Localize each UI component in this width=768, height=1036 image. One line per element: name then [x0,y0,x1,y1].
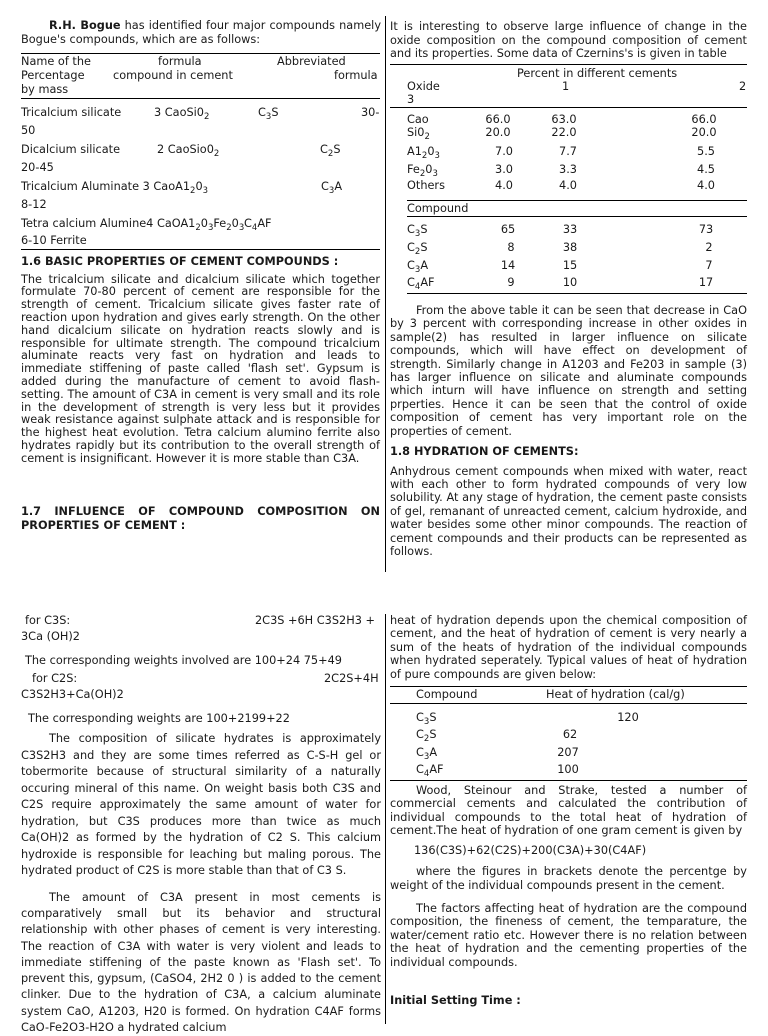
weights-c2s: The corresponding weights are 100+2199+22 [28,711,290,725]
heat-intro-paragraph: heat of hydration depends upon the chemical composition of cement, and the heat of hydration of cement is very nearly a sum of the heats of hydration of the individual compounds when hydrated seperately. Typical values of heat of hydration of pure compounds are given below: [390,614,747,681]
compound-row-name: Tricalcium silicate [21,106,122,119]
oxide-value: 20.0 [485,126,511,139]
compound-row-name: Dicalcium silicate [21,143,121,156]
th-heat-compound: Compound [416,688,478,701]
c2s-equation-text: 2C2S+4H [324,671,379,685]
compound-row-abbr: $C_3A$ [321,180,343,196]
for-c2s-label: for C2S: [32,671,78,685]
oxide-value: 20.0 [691,126,717,139]
oxide-value: 63.0 [551,113,577,126]
section-1-8-body: Anhydrous cement compounds when mixed with water, react with each other to form hydrated compounds of very low solubility. At any stage of hydration, the cement paste consists of gel, remanant of unreacted cement, calcium hydroxide, and water besides some other minor compounds. The reaction of cement compounds and their products can be represented as follows. [390,464,747,559]
oxide-value: 7.7 [559,145,577,158]
oxide-name: Others [407,179,445,192]
oxide-value: 22.0 [551,126,577,139]
upper-column-divider [385,16,386,572]
heat-table-bottom-rule [390,780,747,781]
compound-section-top-rule [407,200,747,201]
compound-name: $C_3S$ [407,223,428,239]
lower-right-text [390,784,747,1008]
compound-row-range: 30- [361,106,380,119]
section-1-6 [21,255,380,466]
heat-compound: $C_2S$ [416,728,437,744]
compound-value: 8 [507,241,515,254]
weights-c3s: The corresponding weights involved are 100+24 75+49 [25,654,342,667]
th-formula: formula [158,55,202,68]
compound-value: 9 [507,276,515,289]
oxide-value: 4.0 [697,179,715,192]
after-table-text [390,304,747,559]
oxide-table-title: Percent in different cements [517,67,678,80]
oxide-table-header-rule [390,107,747,108]
oxide-value: 3.3 [559,163,577,176]
c3s-equation-product: 3Ca (OH)2 [21,630,80,643]
heat-compound: $C_3S$ [416,711,437,727]
section-1-6-title: 1.6 BASIC PROPERTIES OF CEMENT COMPOUNDS : [21,255,339,268]
compound-table-top-rule [21,53,380,54]
compound-row-abbr: $C_4AF$ [244,217,272,233]
section-1-7 [21,505,380,532]
oxide-name: $Fe_20_3$ [407,163,438,179]
compound-name: $C_4AF$ [407,276,435,292]
oxide-value: 4.5 [697,163,715,176]
compound-section-header: Compound [407,202,469,215]
c2s-equation-product: C3S2H3+Ca(OH)2 [21,687,124,701]
compound-row-formula: 2 $CaoSio0_2$ [157,143,220,159]
intro-paragraph [21,19,381,46]
lower-column-divider [385,614,386,1024]
compound-row-range: 20-45 [21,161,54,174]
th-formula-2: formula [334,69,378,82]
compound-row-formula: 3 $CaoSi0_2$ [154,106,210,122]
compound-value: 14 [500,259,516,272]
th-compound-in-cement: compound in cement [113,69,233,82]
oxide-value: 3.0 [495,163,513,176]
c3a-paragraph: The amount of C3A present in most cements is comparatively small but its behavior and structural relationship with other phases of cement is very interesting. The reaction of C3A with water is very violent and leads to immediate stiffening of the paste known as 'Flash set'. To prevent this, gypsum, (CaSO4, 2H2 0 ) is added to the cement clinker. Due to the hydration of C3A, a calcium aluminate system CaO, A1203, H20 is formed. On hydration C4AF forms CaO-Fe2O3-H2O a hydrated calcium [21,890,381,1035]
section-1-7-title: 1.7 INFLUENCE OF COMPOUND COMPOSITION ON PROPERTIES OF CEMENT : [21,505,380,532]
oxide-value: 66.0 [485,113,511,126]
th-oxide: Oxide [407,80,440,93]
compound-value: 17 [698,276,714,289]
th-percentage: Percentage [21,69,85,82]
heat-formula: 136(C3S)+62(C2S)+200(C3A)+30(C4AF) [414,843,647,857]
compound-row-name: Tetra calcium Alumine4 $CaOA1_20_3Fe_20_3$ [21,217,245,233]
heat-table-top-rule [390,686,747,687]
c2s-equation [21,672,381,706]
compound-value: 33 [562,223,578,236]
heat-value: 62 [562,728,578,741]
th-cement-3: 3 [407,93,415,106]
compound-value: 73 [698,223,714,236]
compound-row-abbr: $C_3S$ [258,106,279,122]
th-cement-2: 2 [739,80,747,93]
compound-row-range: 8-12 [21,198,47,211]
wood-steinour-paragraph: Wood, Steinour and Strake, tested a number of commercial cements and calculated the contribution of individual compounds to the total heat of hydration of cement.The heat of hydration of one gram cement is given by [390,784,747,838]
compound-row-range-cont: 50 [21,124,36,137]
compound-value: 2 [705,241,713,254]
compound-row-name: Tricalcium Aluminate 3 $CaoA1_20_3$ [21,180,209,196]
compound-section-header-rule [407,216,747,217]
compound-table-bottom-rule [21,249,380,250]
compound-name: $C_3A$ [407,259,429,275]
initial-setting-time-heading: Initial Setting Time : [390,994,521,1008]
after-table-paragraph: From the above table it can be seen that decrease in CaO by 3 percent with corresponding increase in other oxides in sample(2) has resulted in larger influence on silicate compounds, which will have effect on development of strength. Similarly change in A1203 and Fe203 in sample (3) has larger influence on silicate and aluminate compounds which inturn will have influence on strength and setting prperties. Hence it can be seen that the control of oxide composition of cement has very important role on the properties of cement. [390,304,747,438]
lower-right-column [390,614,747,681]
oxide-table-bottom-rule [407,293,747,294]
th-cement-1: 1 [562,80,570,93]
c3s-equation-text: 2C3S +6H C3S2H3 + [255,614,375,627]
heat-compound: $C_3A$ [416,746,438,762]
oxide-name: $A1_20_3$ [407,145,440,161]
th-heat-value: Heat of hydration (cal/g) [546,688,685,701]
intro-text: has identified four major compounds namely Bogue's compounds, which are as follows: [21,19,382,46]
right-intro-paragraph: It is interesting to observe large influence of change in the oxide composition on the compound composition of cement and its properties. Some data of Czernins's is given in table [390,20,747,61]
oxide-table-top-rule [390,64,747,65]
oxide-value: 4.0 [559,179,577,192]
percentage-paragraph: where the figures in brackets denote the percentge by weight of the individual compounds present in the cement. [390,865,747,892]
silicate-hydrates-paragraph: The composition of silicate hydrates is approximately C3S2H3 and they are some times referred as C-S-H gel or tobermorite because of structural similarity of a naturally occuring mineral of this name. On weight basis both C3S and C2S require approximately the same amount of water for hydration, but C3S produces more than twice as much Ca(OH)2 as formed by the hydration of C2 S. This calcium hydroxide is responsible for leaching but maling porous. The hydrated product of C2S is more stable than that of C3 S. [21,732,381,878]
th-abbreviated: Abbreviated [277,55,346,68]
heat-value: 120 [617,711,639,724]
heat-value: 100 [557,763,579,776]
section-1-6-body: The tricalcium silicate and dicalcium silicate which together formulate 70-80 percent of cement are responsible for the strength of cement. Tricalcium silicate gives faster rate of reaction upon hydration and gives early strength. On the other hand dicalcium silicate on hydration reacts slowly and is responsible for ultimate strength. The compound tricalcium aluminate reacts very fast on hydration and leads to immediate stiffening of paste called 'flash set'. Gypsum is added during the manufacture of cement to avoid flash-setting. The amount of C3A in cement is very small and its role in the development of strength is very less but it provides weak resistance against sulphate attack and is responsible for the highest heat evolution. Tetra calcium alumino ferrite also hydrates rapidly but its contribution to the overall strength of cement is insignificant. However it is more stable than C3A. [21,272,380,465]
oxide-name: $Si0_2$ [407,126,430,142]
author-name: R.H. Bogue [49,19,121,32]
oxide-value: 7.0 [495,145,513,158]
oxide-value: 66.0 [691,113,717,126]
compound-value: 38 [562,241,578,254]
lower-left-column [21,614,381,1036]
c3s-equation [21,614,381,648]
th-name: Name of the [21,55,91,68]
heat-compound: $C_4AF$ [416,763,444,779]
for-c3s-label: for C3S: [25,614,71,627]
compound-value: 7 [705,259,713,272]
compound-row-range: 6-10 Ferrite [21,234,87,247]
oxide-name: Cao [407,113,429,126]
compound-name: $C_2S$ [407,241,428,257]
compound-value: 15 [562,259,578,272]
th-by-mass: by mass [21,83,69,96]
compound-value: 10 [562,276,578,289]
heat-table-header-rule [390,703,747,704]
heat-value: 207 [557,746,579,759]
upper-right-column [390,20,747,61]
compound-table-header-rule [21,98,380,99]
oxide-value: 5.5 [697,145,715,158]
factors-paragraph: The factors affecting heat of hydration are the compound composition, the fineness of cement, the temparature, the water/cement ratio etc. However there is no relation between the heat of hydration and the cementing properties of the individual compounds. [390,902,747,969]
oxide-value: 4.0 [495,179,513,192]
upper-left-column [21,19,381,46]
compound-value: 65 [500,223,516,236]
section-1-8-title: 1.8 HYDRATION OF CEMENTS: [390,445,579,459]
compound-row-abbr: $C_2S$ [320,143,341,159]
